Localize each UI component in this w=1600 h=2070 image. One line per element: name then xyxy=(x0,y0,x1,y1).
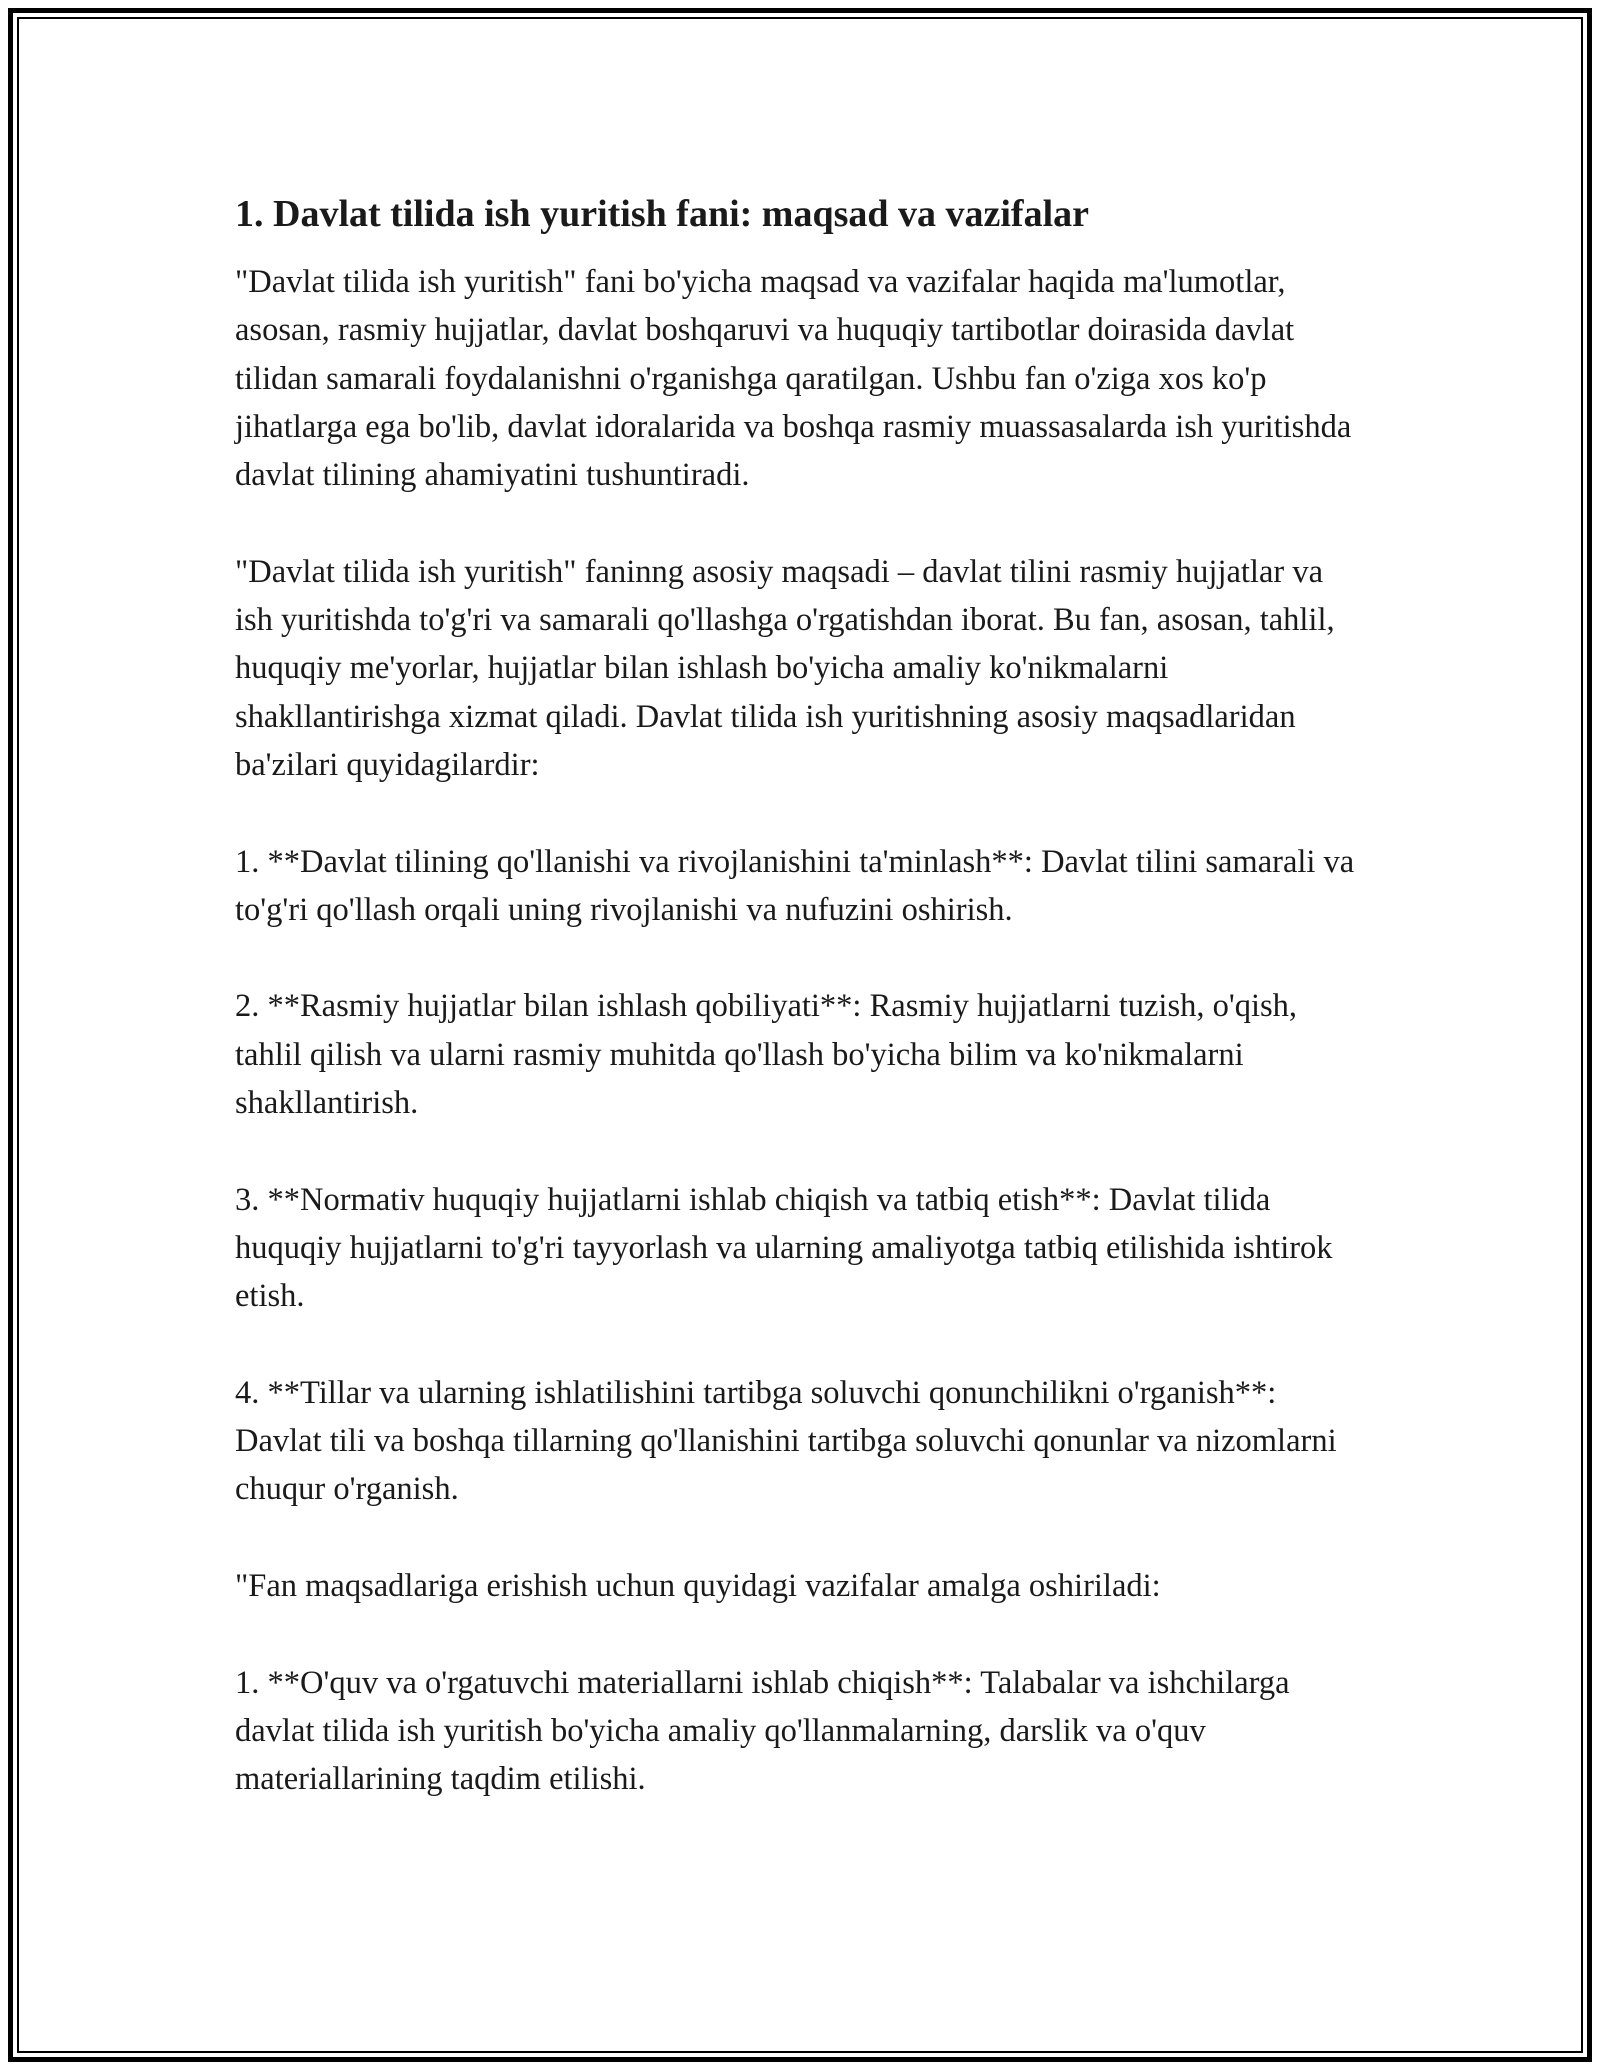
paragraph-main-goal: "Davlat tilida ish yuritish" faninng asosiy maqsadi – davlat tilini rasmiy hujjatlar va ish yuritishda to'g'ri va samarali qo'llashga o'rgatishdan iborat. Bu fan, asosan, tahlil, huquqiy me'yorlar, hujjatlar bilan ishlash bo'yicha amaliy ko'nikmalarni shakllantirishga xizmat qiladi. Davlat tilida ish yuritishning asosiy maqsadlaridan ba'zilari quyidagilardir: xyxy=(235,553,1335,783)
document-body xyxy=(235,186,1365,1852)
goal-item-1: 1. **Davlat tilining qo'llanishi va rivojlanishini ta'minlash**: Davlat tilini samarali va to'g'ri qo'llash orqali uning rivojlanishi va nufuzini oshirish. xyxy=(235,843,1355,928)
goal-item-2: 2. **Rasmiy hujjatlar bilan ishlash qobiliyati**: Rasmiy hujjatlarni tuzish, o'qish, tahlil qilish va ularni rasmiy muhitda qo'llash bo'yicha bilim va ko'nikmalarni shakllantirish. xyxy=(235,988,1298,1122)
paragraph-intro: "Davlat tilida ish yuritish" fani bo'yicha maqsad va vazifalar haqida ma'lumotlar, asosan, rasmiy hujjatlar, davlat boshqaruvi va huquqiy tartibotlar doirasida davlat tilidan samarali foydalanishni o'rganishga qaratilgan. Ushbu fan o'ziga xos ko'p jihatlarga ega bo'lib, davlat idoralarida va boshqa rasmiy muassasalarda ish yuritishda davlat tilining ahamiyatini tushuntiradi. xyxy=(235,264,1352,494)
tasks-intro: "Fan maqsadlariga erishish uchun quyidagi vazifalar amalga oshiriladi: xyxy=(235,1568,1161,1605)
task-item-1: 1. **O'quv va o'rgatuvchi materiallarni ishlab chiqish**: Talabalar va ishchilarga davlat tilida ish yuritish bo'yicha amaliy qo'llanmalarning, darslik va o'quv materiallarining taqdim etilishi. xyxy=(235,1664,1290,1798)
goal-item-3: 3. **Normativ huquqiy hujjatlarni ishlab chiqish va tatbiq etish**: Davlat tilida huquqiy hujjatlarni to'g'ri tayyorlash va ularning amaliyotga tatbiq etilishida ishtirok etish. xyxy=(235,1181,1333,1315)
document-title: 1. Davlat tilida ish yuritish fani: maqsad va vazifalar xyxy=(235,193,1089,235)
goal-item-4: 4. **Tillar va ularning ishlatilishini tartibga soluvchi qonunchilikni o'rganish**: Davlat tili va boshqa tillarning qo'llanishini tartibga soluvchi qonunlar va nizomlarni chuqur o'rganish. xyxy=(235,1374,1337,1508)
